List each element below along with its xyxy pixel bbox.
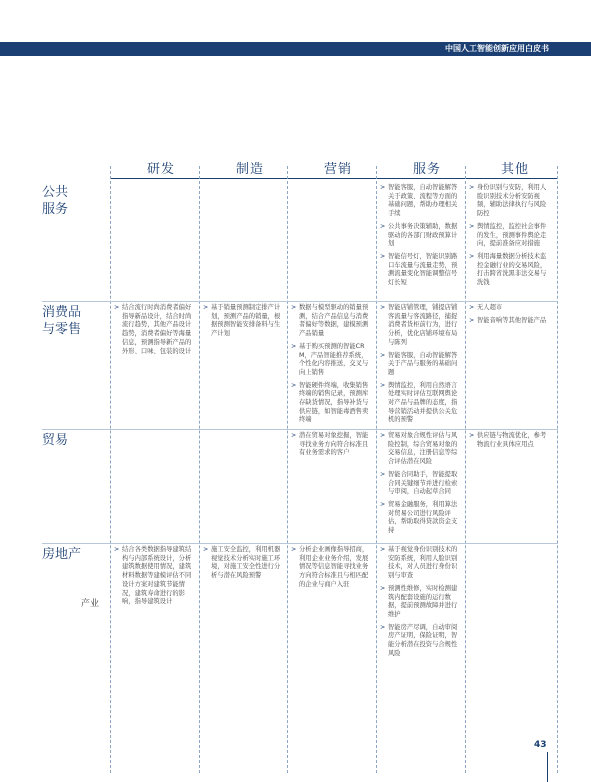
row-sublabel-industry: 产业 xyxy=(81,599,100,609)
bullet-icon: > xyxy=(380,623,386,631)
item-text: 公共事务决策辅助，数据驱动的各部门财政预算计划 xyxy=(388,222,458,248)
column-divider xyxy=(465,166,466,773)
item-text: 舆情监控，监控社会事件的发生，预测事件舆论走向，提前准备应对措施 xyxy=(477,222,547,248)
cell-trade-marketing xyxy=(291,432,371,462)
list-item xyxy=(380,501,460,536)
list-item xyxy=(380,432,460,467)
cell-realestate-marketing xyxy=(291,546,371,594)
bullet-icon: > xyxy=(380,304,386,311)
item-text: 潜在贸易对象挖掘，智能寻找业务方向符合标准且有业务需求的客户 xyxy=(299,432,369,457)
item-text: 基于视觉身份识别技术的安防系统，利用人脸识别技术，对人员进行身份识别与审查 xyxy=(388,546,458,580)
list-item xyxy=(114,546,194,607)
bullet-icon: > xyxy=(380,546,386,553)
item-text: 智能合同助手，智能提取合同关键细节并进行检索与审阅，自动起草合同 xyxy=(388,470,458,496)
cell-realestate-manufacturing xyxy=(203,546,283,585)
bullet-icon: > xyxy=(291,546,297,553)
list-item xyxy=(380,471,460,497)
row-label-line: 服务 xyxy=(42,202,69,217)
list-item xyxy=(203,546,283,581)
item-text: 基于购买预测的智能CRM，产品智能推荐系统，个性化内容推送，交叉与向上销售 xyxy=(299,342,369,376)
bullet-icon: > xyxy=(114,546,120,553)
cell-realestate-service xyxy=(380,546,460,662)
column-divider xyxy=(199,166,200,773)
row-label-line: 贸易 xyxy=(42,433,69,448)
column-divider xyxy=(557,166,558,773)
column-header-marketing: 营销 xyxy=(323,162,352,177)
header-divider xyxy=(110,178,558,179)
column-header-service: 服务 xyxy=(412,162,441,177)
item-text: 贸易对象合规性评估与风险控制，综合贸易对象的交易信息，注册信息等综合评估潜在风险 xyxy=(388,432,458,466)
item-text: 无人超市 xyxy=(477,304,503,311)
row-label-public-service xyxy=(42,184,68,218)
list-item xyxy=(380,253,460,288)
bullet-icon: > xyxy=(469,184,475,191)
column-header-manufacturing: 制造 xyxy=(235,162,264,177)
bullet-icon: > xyxy=(380,222,386,230)
list-item xyxy=(203,304,283,339)
item-text: 结合流行时尚消费者偏好指导新品设计，结合时尚流行趋势，其他产品设计趋势，消费者偏好等海量信息，预测指导新产品的外形、口味、包装的设计 xyxy=(122,304,192,355)
list-item xyxy=(114,304,194,356)
header-bar xyxy=(0,42,591,56)
item-text: 供应链与物流优化，参考物流行业具体应用点 xyxy=(477,432,547,448)
bullet-icon: > xyxy=(380,184,386,191)
page-number: 43 xyxy=(534,740,547,750)
item-text: 身份识别与安防，利用人脸识别技术分析安防视频，辅助法律执行与风险防控 xyxy=(477,184,547,218)
list-item xyxy=(469,253,549,288)
bullet-icon: > xyxy=(380,500,386,508)
item-text: 贸易金融服务，利用算法对贸易公司进行风险评估，帮助取得贷款资金支持 xyxy=(388,500,458,535)
item-text: 智能音响等其他智能产品 xyxy=(477,316,547,324)
item-text: 智能硬件终端，收集销售终端的销售记录，预测库存缺货情况，指导补货与供应链，如智能毒酒售卖终端 xyxy=(299,381,369,424)
item-text: 智能房产尽调，自动审阅房产证明，保险证明，智能分析潜在投资与合规性风险 xyxy=(388,623,458,657)
bullet-icon: > xyxy=(291,381,297,389)
item-text: 智能店铺管理，铺提店铺客流量与客流路径，捕捉消费者货柜前行为，进行分析，优化店铺环境布局与陈列 xyxy=(388,304,458,346)
bullet-icon: > xyxy=(380,584,386,592)
row-divider xyxy=(42,301,558,302)
list-item xyxy=(380,304,460,348)
cell-consumer-manufacturing xyxy=(203,304,283,343)
bullet-icon: > xyxy=(469,304,475,311)
item-text: 施工安全监控，利用机器视觉技术分析实时施工环境，对施工安全性进行分析与潜在风险预警 xyxy=(211,546,281,580)
list-item xyxy=(469,223,549,249)
bullet-icon: > xyxy=(203,304,209,311)
bullet-icon: > xyxy=(203,546,209,553)
bullet-icon: > xyxy=(380,381,386,389)
list-item xyxy=(380,184,460,219)
bullet-icon: > xyxy=(291,304,297,311)
row-label-line: 公共 xyxy=(42,185,69,200)
bullet-icon: > xyxy=(380,351,386,359)
item-text: 智能信号灯，智能识别路口车流量与流量走势，预测流量变化智能调整信号灯长短 xyxy=(388,252,458,287)
column-divider xyxy=(110,166,111,773)
bullet-icon: > xyxy=(291,342,297,350)
list-item xyxy=(291,432,371,458)
list-item xyxy=(469,184,549,219)
bullet-icon: > xyxy=(380,470,386,478)
item-text: 分析企业画像指导招商，利用企业业务介绍，发展情况等信息智能寻找业务方向符合标准且与相匹配的企业与商户入驻 xyxy=(299,546,369,588)
column-header-other: 其他 xyxy=(500,162,529,177)
cell-public-other xyxy=(469,184,549,292)
row-label-line: 消费品 xyxy=(42,305,82,320)
cell-consumer-other xyxy=(469,304,549,329)
bullet-icon: > xyxy=(380,432,386,439)
list-item xyxy=(380,585,460,620)
cell-trade-other xyxy=(469,432,549,453)
item-text: 数据与模型驱动的销量预测，结合产品信息与消费者偏好等数据，建模预测产品销量 xyxy=(299,304,369,338)
item-text: 利用海量数据分析技术监控金融行业的交易风险，打击跨省洗黑非法交易与洗钱 xyxy=(477,252,547,287)
item-text: 智能客服，自动智能解答关于产品与服务的基础问题 xyxy=(388,351,458,376)
row-label-line: 房地产 xyxy=(42,547,82,562)
row-label-trade xyxy=(42,432,68,449)
cell-public-service xyxy=(380,184,460,292)
list-item xyxy=(291,304,371,339)
row-label-consumer-retail xyxy=(42,304,81,338)
item-text: 结合各类数据指导建筑结构与内部系统设计，分析建筑数据使用情况，建筑材料数据等建模评估不同设计方案对建筑节能情况，建筑寿命进行的影响，指导建筑设计 xyxy=(122,546,192,606)
row-divider xyxy=(42,543,558,544)
item-text: 舆情监控，利用自然语言处理实时评估互联网舆论对产品与品牌的态度，指导营销活动并提供公关危机的预警 xyxy=(388,381,458,424)
list-item xyxy=(291,382,371,426)
bullet-icon: > xyxy=(469,222,475,230)
item-text: 预测性维修，实时检测建筑内配套设施的运行数据，提前预测故障并进行维护 xyxy=(388,584,458,618)
bullet-icon: > xyxy=(469,316,475,324)
list-item xyxy=(469,304,549,313)
list-item xyxy=(291,546,371,590)
bullet-icon: > xyxy=(469,432,475,439)
cell-trade-service xyxy=(380,432,460,540)
bullet-icon: > xyxy=(291,432,297,439)
column-divider xyxy=(376,166,377,773)
cell-consumer-marketing xyxy=(291,304,371,429)
bullet-icon: > xyxy=(380,252,386,260)
bullet-icon: > xyxy=(469,252,475,260)
page-marker-line xyxy=(547,752,548,782)
list-item xyxy=(469,432,549,449)
list-item xyxy=(380,352,460,378)
row-label-real-estate xyxy=(42,546,81,563)
item-text: 基于销量预测制定排产计划，预测产品的销量，根据预测智能安排备料与生产计划 xyxy=(211,304,281,338)
list-item xyxy=(380,382,460,426)
header-title: 中国人工智能创新应用白皮书 xyxy=(445,44,549,53)
list-item xyxy=(380,223,460,249)
column-header-rd: 研发 xyxy=(146,162,175,177)
cell-consumer-service xyxy=(380,304,460,429)
list-item xyxy=(380,624,460,659)
list-item xyxy=(469,317,549,326)
item-text: 智能客服，自动智能解答关于政策、流程等方面的基础问题，帮助办理相关手续 xyxy=(388,184,458,218)
cell-consumer-rd xyxy=(114,304,194,360)
list-item xyxy=(291,343,371,378)
list-item xyxy=(380,546,460,581)
row-label-line: 与零售 xyxy=(42,322,82,337)
row-divider xyxy=(42,429,558,430)
bullet-icon: > xyxy=(114,304,120,311)
column-divider xyxy=(287,166,288,773)
cell-realestate-rd xyxy=(114,546,194,611)
